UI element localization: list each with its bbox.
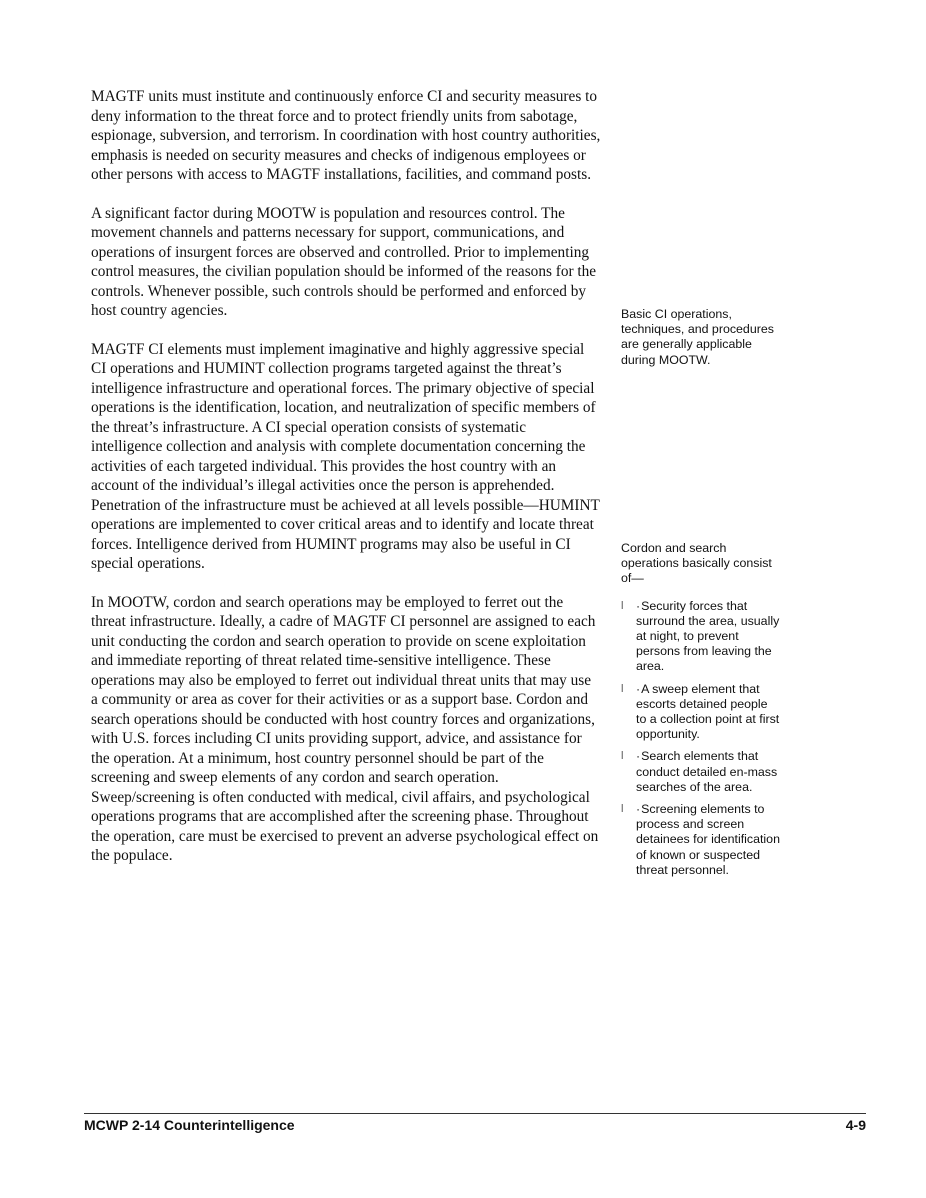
bullet-text: Security forces that surround the area, usually at night, to prevent persons from leaving the area. <box>636 598 780 674</box>
bullet-mark: l <box>621 750 624 763</box>
bullet-text: Screening elements to process and screen detainees for identification of known or suspected threat personnel. <box>636 802 780 877</box>
bullet-text: A sweep element that escorts detained people to a collection point at first opportunity. <box>636 681 780 742</box>
bullet-text: Search elements that conduct detailed en-mass searches of the area. <box>636 749 778 794</box>
cordon-search-bullet-list <box>621 599 781 878</box>
paragraph-population-control: A significant factor during MOOTW is population and resources control. The movement channels and patterns necessary for support, communications, and operations of insurgent forces are observed and controlled. Prior to implementing control measures, the civilian population should be informed of the reasons for the controls. Whenever possible, such controls should be performed and enforced by host country agencies. <box>91 204 597 319</box>
list-item: l ·Screening elements to process and screen detainees for identification of known or suspected threat personnel. <box>621 802 780 877</box>
footer-publication-title: MCWP 2-14 Counterintelligence <box>84 1117 295 1133</box>
page-number: 4-9 <box>845 1117 866 1133</box>
paragraph-cordon-and-search: In MOOTW, cordon and search operations may be employed to ferret out the threat infrastructure. Ideally, a cadre of MAGTF CI personnel are assigned to each unit conducting the cordon and search operation to provide on scene exploitation and immediate reporting of threat related time-sensitive intelligence. These operations may also be employed to ferret out individual threat units that may use a community or area as cover for their activities or as a support base. Cordon and search operations should be conducted with host country forces and organizations, with U.S. forces including CI units providing support, advice, and assistance for the operation. At a minimum, host country personnel should be part of the screening and sweep elements of any cordon and search operation. Sweep/screening is often conducted with medical, civil affairs, and psychological operations programs that are accomplished after the screening phase. Throughout the operation, care must be exercised to prevent an adverse psychological effect on the populace. <box>91 593 599 864</box>
margin-note-cordon-search <box>621 541 781 885</box>
list-item: l ·A sweep element that escorts detained people to a collection point at first opportunity. <box>621 681 780 742</box>
main-text-column <box>91 87 601 885</box>
list-item: l ·Search elements that conduct detailed en-mass searches of the area. <box>621 749 778 794</box>
footer-divider <box>84 1113 866 1114</box>
bullet-mark: l <box>621 803 624 816</box>
margin-note-intro: Cordon and search operations basically consist of— <box>621 541 772 586</box>
margin-note-basic-ci: Basic CI operations, techniques, and procedures are generally applicable during MOOTW. <box>621 307 774 367</box>
list-item: l ·Security forces that surround the area, usually at night, to prevent persons from leaving the area. <box>621 598 780 674</box>
paragraph-security-measures: MAGTF units must institute and continuously enforce CI and security measures to deny information to the threat force and to protect friendly units from sabotage, espionage, subversion, and terrorism. In coordination with host country authorities, emphasis is needed on security measures and checks of indigenous employees or other persons with access to MAGTF installations, facilities, and command posts. <box>91 88 601 183</box>
bullet-mark: l <box>621 682 624 695</box>
bullet-mark: l <box>621 599 624 612</box>
paragraph-special-ci-operations: MAGTF CI elements must implement imaginative and highly aggressive special CI operations and HUMINT collection programs targeted against the threat’s intelligence infrastructure and operational forces. The primary objective of special operations is the identification, location, and neutralization of specific members of the threat’s infrastructure. A CI special operation consists of systematic intelligence collection and analysis with complete documentation concerning the activities of each targeted individual. This provides the host country with an account of the individual’s illegal activities once the person is apprehended. Penetration of the infrastructure must be achieved at all levels possible—HUMINT operations are implemented to cover critical areas and to identify and locate threat forces. Intelligence derived from HUMINT programs may also be useful in CI special operations. <box>91 340 600 572</box>
